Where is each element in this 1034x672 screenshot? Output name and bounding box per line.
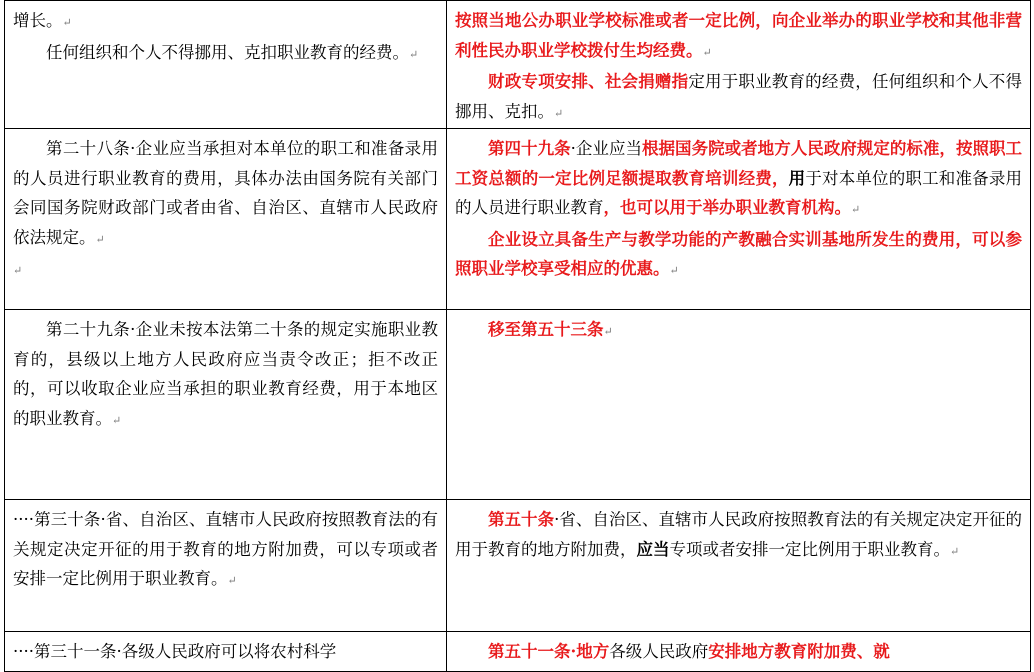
paragraph (455, 505, 1022, 566)
old-text-cell[interactable] (5, 632, 447, 672)
paragraph (13, 254, 438, 286)
old-text-cell[interactable] (5, 500, 447, 632)
paragraph (13, 134, 438, 254)
added-text: 按照当地公办职业学校标准或者一定比例，向企业举办的职业学校和其他非营利性民办职业学校拨付生均经费。 (455, 11, 1022, 60)
paragraph (13, 6, 438, 38)
law-comparison-table (4, 0, 1031, 672)
paragraph-mark-icon: ↵ (702, 45, 712, 59)
retained-text: 定用于职业教育的经费，任何组织和个人不得挪用、克扣。 (455, 72, 1023, 121)
paragraph-text: 任何组织和个人不得挪用、克扣职业教育的经费。 (46, 42, 409, 62)
retained-text: 专项或者安排一定比例用于职业教育。 (669, 539, 950, 559)
added-text: 根据国务院或者地方人民政府规定的标准，按照职工工资总额的一定比例足额提取教育培训经费， (455, 139, 1023, 188)
paragraph-mark-icon: ↵ (409, 47, 419, 61)
moved-note: 移至第五十三条 (488, 320, 604, 339)
retained-text: 各级人民政府 (609, 642, 709, 661)
paragraph (455, 67, 1022, 128)
retained-text: 用 (788, 168, 806, 188)
new-text-cell[interactable] (447, 310, 1031, 500)
paragraph (455, 6, 1022, 67)
paragraph-text: ····第三十一条·各级人民政府可以将农村科学 (13, 642, 337, 661)
table-row (5, 500, 1031, 632)
paragraph (13, 505, 438, 596)
paragraph-mark-icon: ↵ (95, 232, 105, 246)
paragraph (455, 315, 1022, 347)
paragraph-text: 第二十八条·企业应当承担对本单位的职工和准备录用的人员进行职业教育的费用，具体办法由国务院有关部门会同国务院财政部门或者由省、自治区、直辖市人民政府依法规定。 (13, 139, 438, 247)
old-text-cell[interactable] (5, 129, 447, 310)
new-text-cell[interactable] (447, 632, 1031, 672)
paragraph-text: ····第三十条·省、自治区、直辖市人民政府按照教育法的有关规定决定开征的用于教育的地方附加费，可以专项或者安排一定比例用于职业教育。 (13, 510, 438, 588)
paragraph-text: 增长。 (13, 11, 63, 30)
paragraph-mark-icon: ↵ (112, 413, 122, 427)
paragraph (455, 637, 1022, 667)
article-number: 第四十九条 (488, 139, 571, 158)
paragraph (13, 38, 438, 70)
paragraph-mark-icon: ↵ (227, 574, 237, 587)
old-text-cell[interactable] (5, 1, 447, 129)
retained-text: 应当 (636, 539, 670, 559)
table-row (5, 129, 1031, 310)
paragraph (455, 225, 1022, 286)
paragraph (455, 134, 1022, 225)
added-text: ，也可以用于举办职业教育机构。 (603, 198, 851, 217)
paragraph-mark-icon: ↵ (851, 203, 861, 216)
paragraph-mark-icon: ↵ (554, 106, 564, 120)
retained-text: ·企业应当 (570, 139, 642, 158)
old-text-cell[interactable] (5, 310, 447, 500)
new-text-cell[interactable] (447, 129, 1031, 310)
paragraph-mark-icon: ↵ (603, 325, 613, 338)
added-text: 安排地方教育附加费、就 (708, 642, 890, 661)
table-row (5, 632, 1031, 672)
paragraph (13, 637, 438, 667)
paragraph (13, 315, 438, 435)
paragraph-mark-icon: ↵ (62, 16, 72, 29)
table-row (5, 1, 1031, 129)
paragraph-mark-icon: ↵ (13, 264, 23, 277)
paragraph-mark-icon: ↵ (669, 264, 679, 277)
retained-text: ·省、自治区、直辖市人民政府按照教育法的有关规定决定开征的用于教育的地方附加费， (455, 510, 1022, 559)
added-text: 企业设立具备生产与教学功能的产教融合实训基地所发生的费用，可以参照职业学校享受相应的优惠。 (455, 229, 1022, 278)
table-row (5, 310, 1031, 500)
article-number: 第五十条 (488, 510, 555, 529)
new-text-cell[interactable] (447, 500, 1031, 632)
new-text-cell[interactable] (447, 1, 1031, 129)
article-number: 第五十一条·地方 (488, 642, 610, 661)
added-text: 财政专项安排、社会捐赠指 (488, 72, 689, 91)
paragraph-text: 第二十九条·企业未按本法第二十条的规定实施职业教育的，县级以上地方人民政府应当责令改正；拒不改正的，可以收取企业应当承担的职业教育经费，用于本地区的职业教育。 (13, 320, 438, 428)
retained-text: 于对本单位的职工和准备录用的人员进行职业教育 (455, 168, 1023, 217)
paragraph-mark-icon: ↵ (950, 544, 960, 558)
